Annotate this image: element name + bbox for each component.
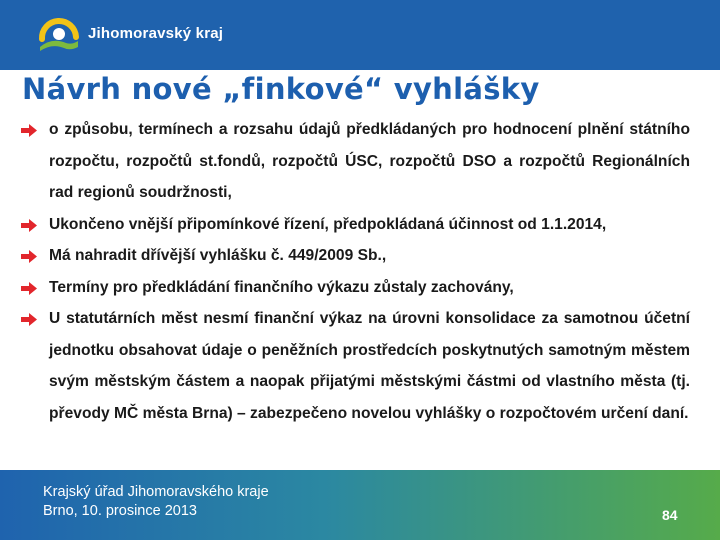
bullet-text: Má nahradit dřívější vyhlášku č. 449/2009 Sb., xyxy=(49,247,387,264)
slide-footer xyxy=(0,470,720,540)
bullet-item-2 xyxy=(20,209,690,241)
red-arrow-icon xyxy=(21,282,37,295)
bullet-item-3 xyxy=(20,240,690,272)
red-arrow-icon xyxy=(21,219,37,232)
red-arrow-icon xyxy=(21,124,37,137)
bullet-item-4 xyxy=(20,272,690,304)
bullet-list xyxy=(20,114,690,429)
slide-title: Návrh nové „finkové“ vyhlášky xyxy=(22,72,540,106)
bullet-text: o způsobu, termínech a rozsahu údajů předkládaných pro hodnocení plnění státního rozpočtu, rozpočtů st.fondů, rozpočtů ÚSC, rozpočtů DSO a rozpočtů Regionálních rad regionů soudržnosti, xyxy=(49,121,690,201)
red-arrow-icon xyxy=(21,313,37,326)
footer-date: Brno, 10. prosince 2013 xyxy=(43,503,197,519)
footer-organization: Krajský úřad Jihomoravského kraje xyxy=(43,484,269,500)
red-arrow-icon xyxy=(21,250,37,263)
slide-header xyxy=(0,0,720,70)
bullet-item-5 xyxy=(20,303,690,429)
bullet-text: Ukončeno vnější připomínkové řízení, předpokládaná účinnost od 1.1.2014, xyxy=(49,215,607,233)
brand-name: Jihomoravský kraj xyxy=(88,25,224,42)
bullet-text: Termíny pro předkládání finančního výkazu zůstaly zachovány, xyxy=(49,278,514,296)
page-number: 84 xyxy=(662,507,678,523)
bullet-item-1 xyxy=(20,114,690,209)
bullet-text: U statutárních měst nesmí finanční výkaz na úrovni konsolidace za samotnou účetní jednotku obsahovat údaje o peněžních prostředcích poskytnutých samotným městem svým městským částem a naopak přijatými městskými částmi od vlastního města (tj. převody MČ města Brna) – zabezpečeno novelou vyhlášky o rozpočtovém určení daní. xyxy=(49,310,690,422)
jihomoravsky-kraj-logo-icon xyxy=(38,17,80,53)
